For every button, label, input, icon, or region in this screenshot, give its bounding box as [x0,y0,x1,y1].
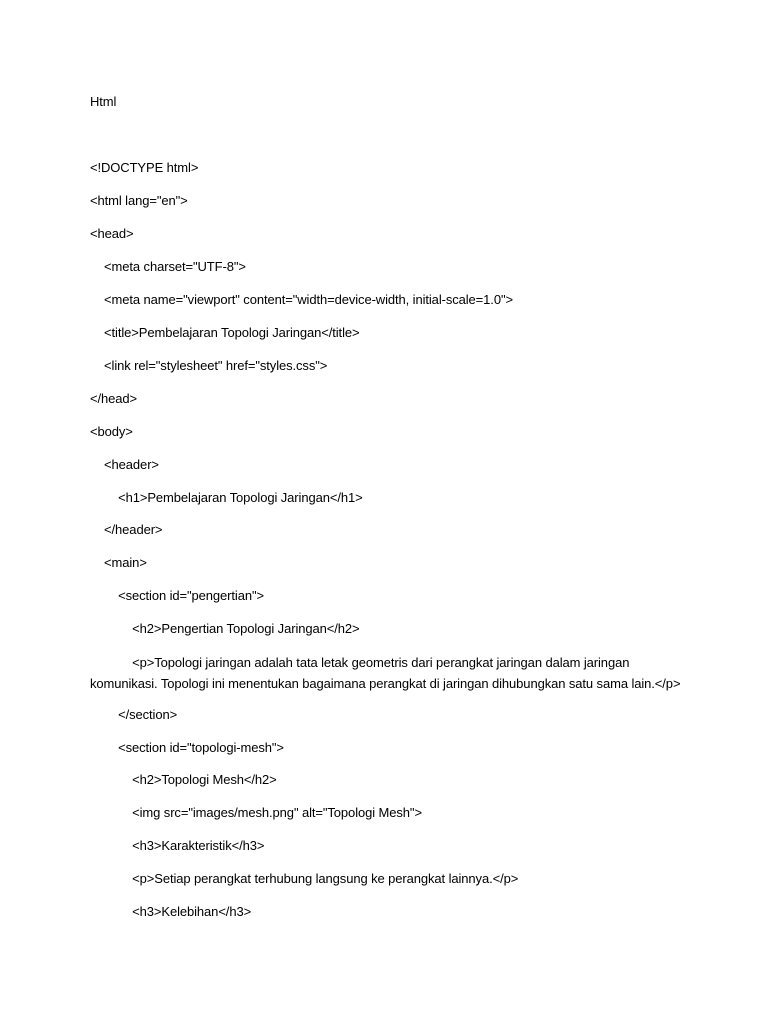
code-line: <section id="topologi-mesh"> [90,740,284,755]
code-line: <h3>Karakteristik</h3> [90,838,265,853]
document-title: Html [90,94,117,109]
code-line: <p>Setiap perangkat terhubung langsung ke perangkat lainnya.</p> [90,871,519,886]
code-paragraph [90,652,690,694]
code-line: <h3>Kelebihan</h3> [90,904,252,919]
code-line: <title>Pembelajaran Topologi Jaringan</title> [90,325,360,340]
code-line: komunikasi. Topologi ini menentukan bagaimana perangkat di jaringan dihubungkan satu sama lain.</p> [90,676,681,691]
code-line: <img src="images/mesh.png" alt="Topologi Mesh"> [90,805,422,820]
code-line: <main> [90,555,147,570]
code-line: <h2>Topologi Mesh</h2> [90,772,277,787]
code-line: </head> [90,391,138,406]
code-line: <link rel="stylesheet" href="styles.css"> [90,358,328,373]
code-line: <header> [90,457,159,472]
code-line: <meta charset="UTF-8"> [90,259,246,274]
code-line: </header> [90,522,163,537]
code-line: <p>Topologi jaringan adalah tata letak geometris dari perangkat jaringan dalam jaringan [90,655,630,670]
code-line: <h2>Pengertian Topologi Jaringan</h2> [90,621,360,636]
code-line: <meta name="viewport" content="width=device-width, initial-scale=1.0"> [90,292,513,307]
code-line: <head> [90,226,134,241]
code-line: <html lang="en"> [90,193,188,208]
code-line: <body> [90,424,133,439]
code-line: <!DOCTYPE html> [90,160,199,175]
code-line: </section> [90,707,178,722]
code-line: <section id="pengertian"> [90,588,264,603]
code-line: <h1>Pembelajaran Topologi Jaringan</h1> [90,490,363,505]
